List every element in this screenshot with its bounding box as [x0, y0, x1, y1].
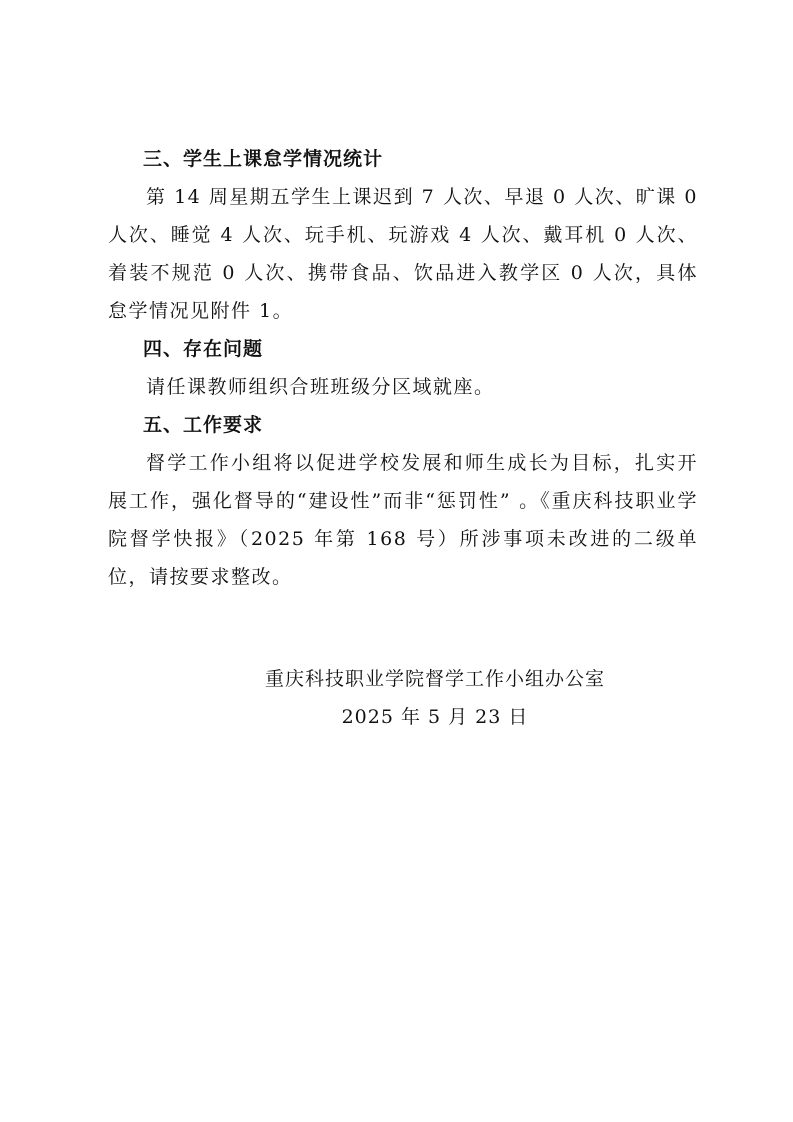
section-paragraph: 督学工作小组将以促进学校发展和师生成长为目标，扎实开展工作，强化督导的“建设性”而非“惩罚性” 。《重庆科技职业学院督学快报》（2025 年第 168 号）所涉事项未改进的二级单位，请按要求整改。 [108, 452, 698, 588]
section-student-statistics [108, 140, 698, 330]
section-heading: 五、工作要求 [143, 414, 264, 436]
section-existing-problems [108, 330, 698, 406]
signature-block [240, 660, 630, 736]
section-paragraph: 请任课教师组织合班班级分区域就座。 [146, 376, 495, 398]
signature-office: 重庆科技职业学院督学工作小组办公室 [264, 668, 605, 690]
signature-date: 2025 年 5 月 23 日 [341, 706, 529, 728]
section-heading: 三、学生上课怠学情况统计 [143, 148, 384, 170]
document-body [108, 140, 698, 596]
section-work-requirements [108, 406, 698, 596]
section-paragraph: 第 14 周星期五学生上课迟到 7 人次、早退 0 人次、旷课 0 人次、睡觉 4 人次、玩手机、玩游戏 4 人次、戴耳机 0 人次、着装不规范 0 人次、携带食品、饮品进入教学区 0 人次，具体怠学情况见附件 1。 [108, 186, 698, 322]
section-heading: 四、存在问题 [143, 338, 264, 360]
